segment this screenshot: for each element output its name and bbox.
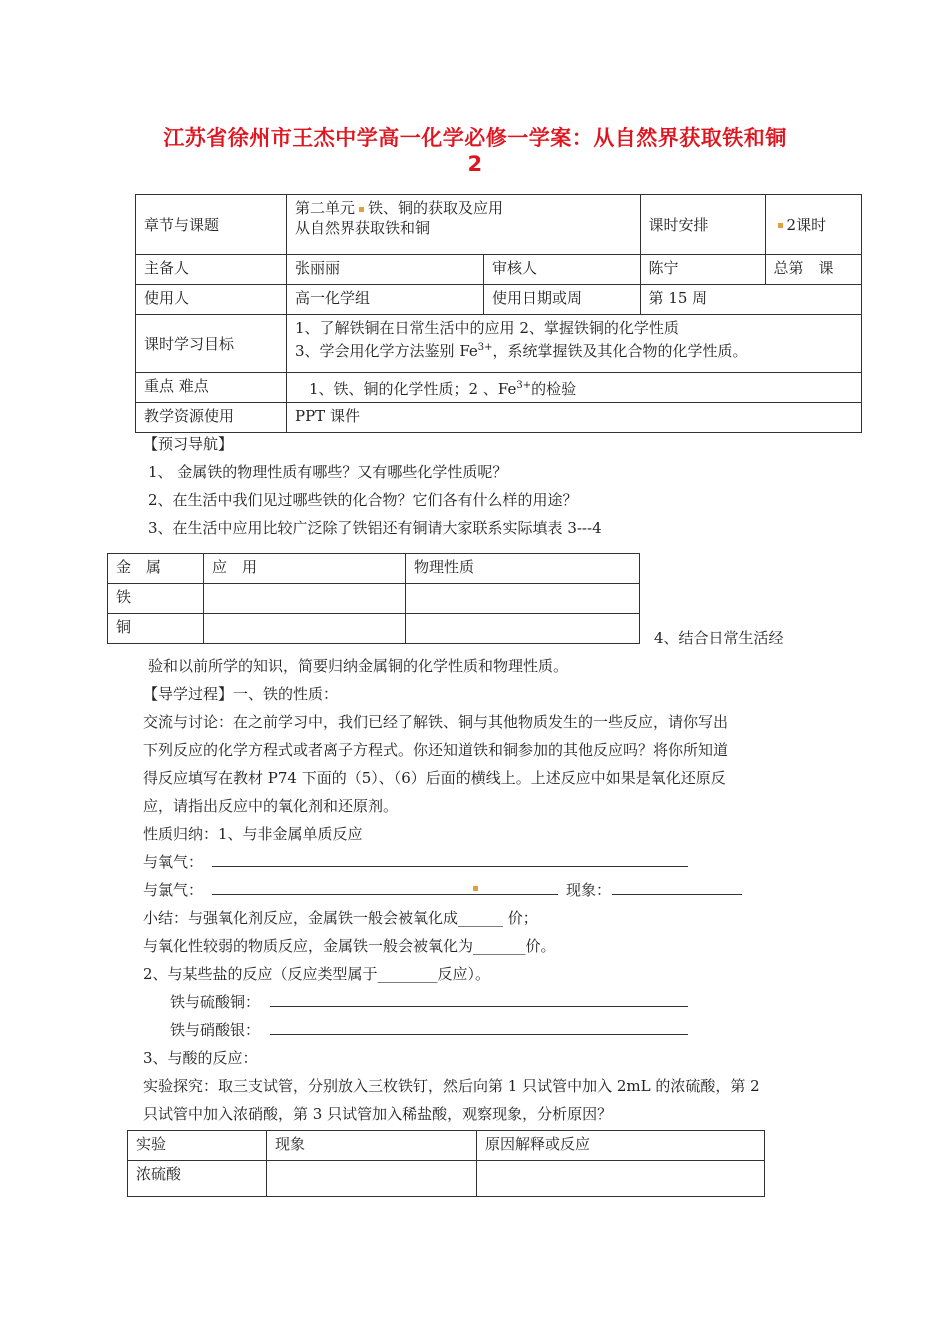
preview-question-4: 4、结合日常生活经 bbox=[654, 629, 784, 647]
goal-line-2: 3、学会用化学方法鉴别 Fe bbox=[295, 342, 478, 360]
date-value: 第 15 周 bbox=[640, 285, 861, 315]
preview-question-1: 1、 金属铁的物理性质有哪些？又有哪些化学性质呢？ bbox=[148, 463, 508, 481]
preview-question-3: 3、在生活中应用比较广泛除了铁铝还有铜请大家联系实际填表 3---4 bbox=[148, 519, 602, 537]
row-label-copper: 铜 bbox=[108, 614, 204, 644]
phenomenon-header: 现象 bbox=[267, 1131, 477, 1161]
experiment-line-2: 只试管中加入浓硝酸，第 3 只试管加入稀盐酸，观察现象，分析原因？ bbox=[143, 1105, 613, 1123]
marker-dot bbox=[359, 207, 364, 212]
cuso4-label: 铁与硫酸铜： bbox=[170, 993, 261, 1011]
resource-label: 教学资源使用 bbox=[136, 403, 287, 433]
phenomenon-answer-line[interactable] bbox=[612, 894, 742, 895]
chapter-label: 章节与课题 bbox=[136, 195, 287, 255]
key-label: 重点 难点 bbox=[136, 373, 287, 403]
oxygen-answer-line[interactable] bbox=[212, 866, 688, 867]
summary-heading: 性质归纳：1、与非金属单质反应 bbox=[143, 825, 363, 843]
period-cell bbox=[765, 195, 861, 255]
sulfuric-phenomenon-cell[interactable] bbox=[267, 1161, 477, 1197]
preparer-label: 主备人 bbox=[136, 255, 287, 285]
iron-application-cell[interactable] bbox=[204, 584, 406, 614]
period-value: 2课时 bbox=[786, 215, 827, 234]
chlorine-label: 与氯气： bbox=[143, 881, 204, 899]
cuso4-answer-line[interactable] bbox=[270, 1006, 688, 1007]
preview-heading: 【预习导航】 bbox=[143, 435, 234, 453]
user-label: 使用人 bbox=[136, 285, 287, 315]
agno3-label: 铁与硝酸银： bbox=[170, 1021, 261, 1039]
metal-fill-table bbox=[107, 553, 640, 644]
acid-reaction-heading: 3、与酸的反应： bbox=[143, 1049, 258, 1067]
reviewer-label: 审核人 bbox=[484, 255, 641, 285]
resource-value: PPT 课件 bbox=[287, 403, 862, 433]
discussion-line-3: 得反应填写在教材 P74 下面的（5）、（6）后面的横线上。上述反应中如果是氧化还原反 bbox=[143, 769, 726, 787]
chapter-topic: 从自然界获取铁和铜 bbox=[295, 219, 431, 237]
row-label-conc-sulfuric: 浓硫酸 bbox=[128, 1161, 267, 1197]
key-points-rest: 的检验 bbox=[531, 380, 577, 398]
user-value: 高一化学组 bbox=[287, 285, 484, 315]
conclusion-line-2: 与氧化性较弱的物质反应，金属铁一般会被氧化为_______价。 bbox=[143, 937, 556, 955]
date-label: 使用日期或周 bbox=[484, 285, 641, 315]
experiment-line-1: 实验探究：取三支试管，分别放入三枚铁钉，然后向第 1 只试管中加入 2mL 的浓硫酸，第 2 bbox=[143, 1077, 760, 1095]
preview-question-4-continued: 验和以前所学的知识，简要归纳金属铜的化学性质和物理性质。 bbox=[148, 657, 569, 675]
key-cell bbox=[287, 373, 862, 403]
key-points: 1、铁、铜的化学性质；2 、Fe bbox=[309, 380, 517, 398]
chlorine-answer-line[interactable] bbox=[212, 894, 558, 895]
chapter-unit: 第二单元 bbox=[295, 199, 356, 217]
phenomenon-label: 现象： bbox=[566, 881, 612, 899]
period-label: 课时安排 bbox=[640, 195, 765, 255]
chapter-unit-name: 铁、铜的获取及应用 bbox=[368, 199, 504, 217]
marker-dot bbox=[473, 886, 478, 891]
experiment-table bbox=[127, 1130, 765, 1197]
conclusion-line-1: 小结：与强氧化剂反应，金属铁一般会被氧化成______ 价； bbox=[143, 909, 538, 927]
copper-property-cell[interactable] bbox=[406, 614, 640, 644]
page-title: 江苏省徐州市王杰中学高一化学必修一学案：从自然界获取铁和铜 bbox=[163, 126, 787, 150]
goal-line-1: 1、了解铁铜在日常生活中的应用 2、掌握铁铜的化学性质 bbox=[295, 319, 679, 337]
copper-application-cell[interactable] bbox=[204, 614, 406, 644]
total-label: 总第 课 bbox=[765, 255, 861, 285]
goal-cell bbox=[287, 315, 862, 373]
oxygen-label: 与氧气： bbox=[143, 853, 204, 871]
application-header: 应 用 bbox=[204, 554, 406, 584]
salt-reaction-heading: 2、与某些盐的反应（反应类型属于________反应）。 bbox=[143, 965, 491, 983]
marker-dot bbox=[778, 223, 783, 228]
experiment-header: 实验 bbox=[128, 1131, 267, 1161]
sulfuric-reason-cell[interactable] bbox=[477, 1161, 765, 1197]
physical-property-header: 物理性质 bbox=[406, 554, 640, 584]
key-superscript: 3+ bbox=[516, 380, 532, 391]
goal-label: 课时学习目标 bbox=[136, 315, 287, 373]
page-title-continued: 2 bbox=[467, 152, 483, 176]
row-label-iron: 铁 bbox=[108, 584, 204, 614]
process-heading: 【导学过程】一、铁的性质： bbox=[143, 685, 339, 703]
preview-question-2: 2、在生活中我们见过哪些铁的化合物？它们各有什么样的用途？ bbox=[148, 491, 578, 509]
reason-header: 原因解释或反应 bbox=[477, 1131, 765, 1161]
discussion-line-2: 下列反应的化学方程式或者离子方程式。你还知道铁和铜参加的其他反应吗？将你所知道 bbox=[143, 741, 729, 759]
agno3-answer-line[interactable] bbox=[270, 1034, 688, 1035]
discussion-line-4: 应，请指出反应中的氧化剂和还原剂。 bbox=[143, 797, 399, 815]
discussion-line-1: 交流与讨论：在之前学习中，我们已经了解铁、铜与其他物质发生的一些反应，请你写出 bbox=[143, 713, 729, 731]
reviewer-value: 陈宁 bbox=[640, 255, 765, 285]
iron-property-cell[interactable] bbox=[406, 584, 640, 614]
goal-superscript: 3+ bbox=[477, 342, 493, 353]
goal-line-2-rest: ，系统掌握铁及其化合物的化学性质。 bbox=[492, 342, 748, 360]
lesson-info-table bbox=[135, 194, 862, 433]
metal-header: 金 属 bbox=[108, 554, 204, 584]
chapter-cell bbox=[287, 195, 641, 255]
preparer-value: 张丽丽 bbox=[287, 255, 484, 285]
